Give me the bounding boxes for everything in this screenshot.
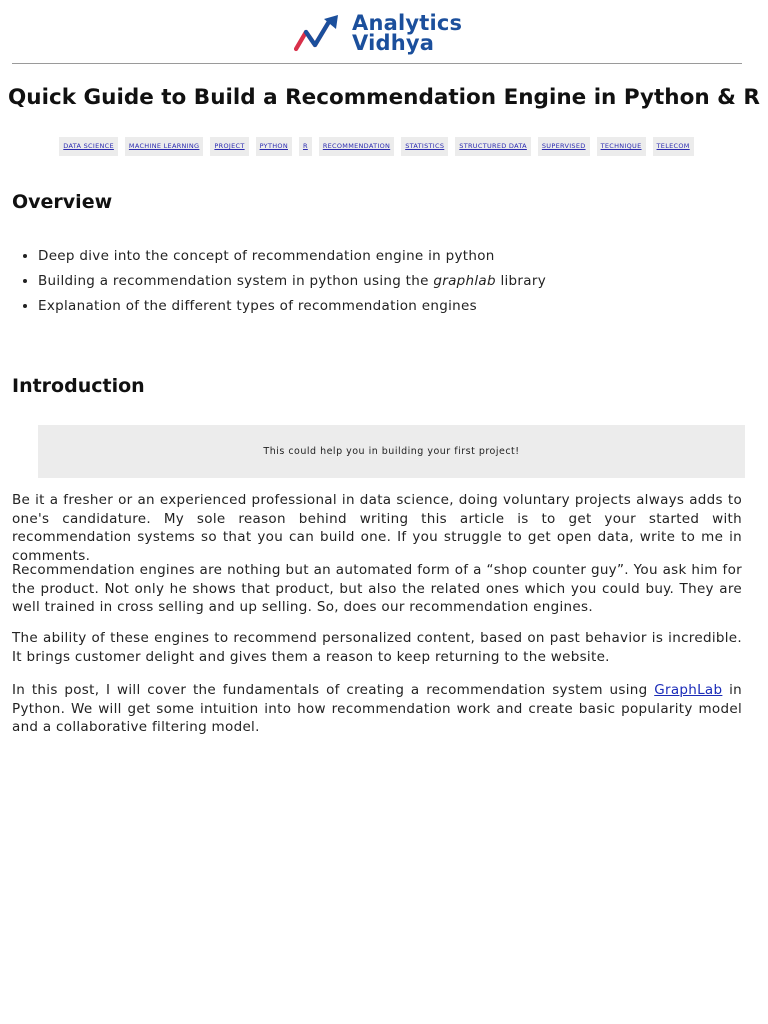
intro-paragraph-1: Be it a fresher or an experienced professional in data science, doing voluntary projects always adds to one's candidature. My sole reason behind writing this article is to get your started with recommendation systems so that you can build one. If you struggle to get open data, write to me in comments. [12, 492, 742, 564]
bullet-text: Explanation of the different types of recommendation engines [38, 298, 477, 314]
tag-statistics[interactable]: STATISTICS [401, 137, 448, 156]
paragraph-text: In this post, I will cover the fundamentals of creating a recommendation system using [12, 682, 655, 698]
callout-text: This could help you in building your first project! [263, 446, 520, 457]
intro-paragraph-4 [12, 681, 742, 737]
tag-supervised[interactable]: SUPERVISED [538, 137, 590, 156]
tag-r[interactable]: R [299, 137, 312, 156]
callout-box [38, 425, 745, 478]
tag-machine-learning[interactable]: MACHINE LEARNING [125, 137, 204, 156]
introduction-heading: Introduction [12, 375, 145, 397]
tag-python[interactable]: PYTHON [256, 137, 292, 156]
tag-project[interactable]: PROJECT [210, 137, 248, 156]
bullet-emphasis: graphlab [433, 273, 496, 289]
logo-wordmark [352, 13, 462, 53]
overview-bullet-list [12, 244, 738, 319]
tag-list [0, 137, 753, 156]
article-title: Quick Guide to Build a Recommendation Engine in Python & R [8, 85, 760, 110]
bullet-text: Building a recommendation system in python using the [38, 273, 434, 289]
tag-data-science[interactable]: DATA SCIENCE [59, 137, 118, 156]
header-divider [12, 63, 742, 64]
tag-telecom[interactable]: TELECOM [653, 137, 694, 156]
paragraph-text: in Python. We will get some intuition into how recommendation work and create basic popularity model and a collaborative filtering model. [12, 682, 743, 735]
intro-paragraph-3: The ability of these engines to recommend personalized content, based on past behavior is incredible. It brings customer delight and gives them a reason to keep returning to the website. [12, 630, 742, 665]
overview-heading: Overview [12, 191, 113, 213]
logo-line-1: Analytics [352, 11, 463, 35]
graphlab-link[interactable]: GraphLab [654, 682, 723, 698]
bullet-text: library [495, 273, 546, 289]
logo-line-2: Vidhya [352, 31, 435, 55]
list-item [38, 294, 738, 319]
site-logo[interactable] [294, 10, 469, 56]
tag-structured-data[interactable]: STRUCTURED DATA [455, 137, 531, 156]
bullet-text: Deep dive into the concept of recommendation engine in python [38, 248, 495, 264]
analytics-trend-icon [294, 12, 346, 54]
intro-paragraph-2: Recommendation engines are nothing but an automated form of a “shop counter guy”. You ask him for the product. Not only he shows that product, but also the related ones which you could buy. They are well trained in cross selling and up selling. So, does our recommendation engines. [12, 562, 742, 615]
tag-recommendation[interactable]: RECOMMENDATION [319, 137, 394, 156]
list-item [38, 244, 738, 269]
tag-technique[interactable]: TECHNIQUE [597, 137, 646, 156]
list-item [38, 269, 738, 294]
